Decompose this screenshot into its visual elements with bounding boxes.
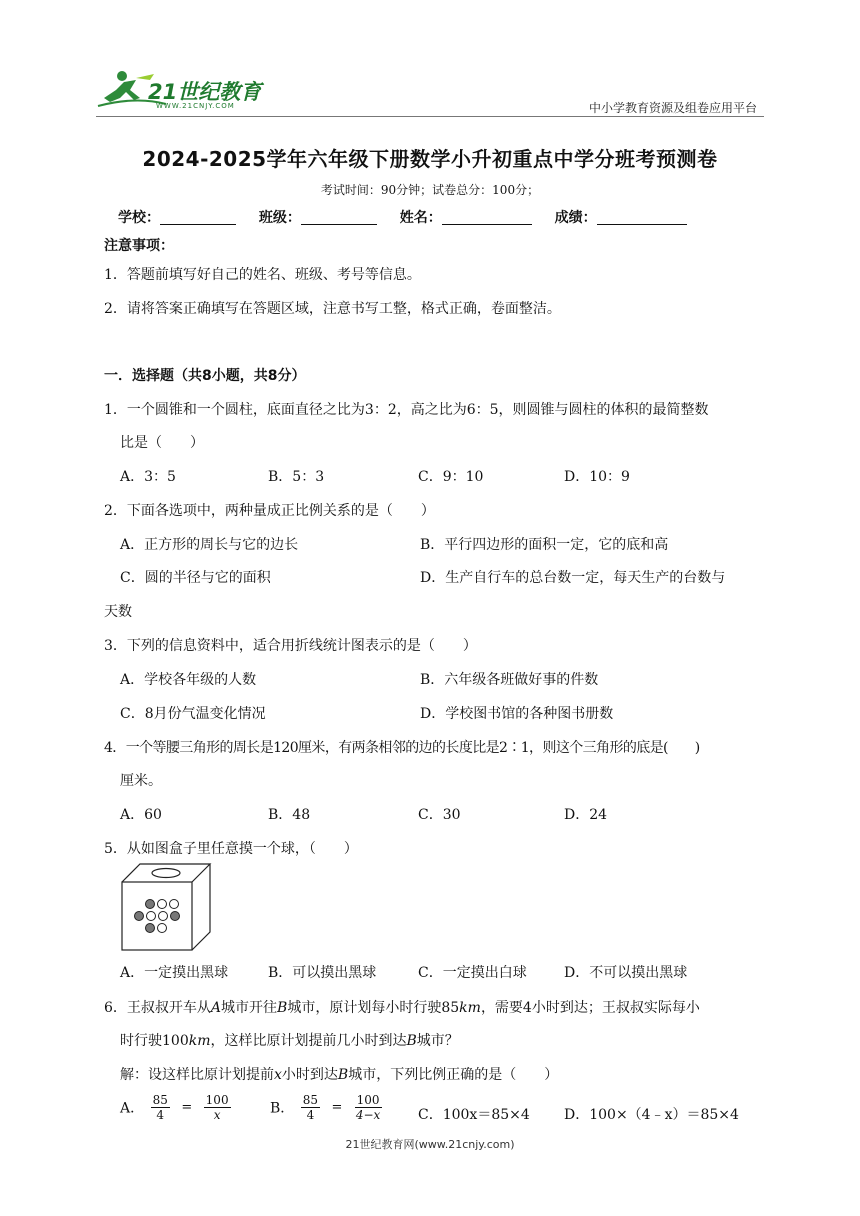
class-label: 班级： (258, 210, 301, 226)
question-4-cont: 厘米。 (120, 773, 162, 789)
question-4: 4．一个等腰三角形的周长是120厘米，有两条相邻的边的长度比是2∶1，则这个三角形的底是( ) (104, 740, 700, 756)
q2-option-d[interactable]: D．生产自行车的总台数一定，每天生产的台数与 (420, 570, 726, 586)
q2-option-c[interactable]: C．圆的半径与它的面积 (120, 570, 271, 586)
q6-option-c[interactable]: C．100x＝85×4 (418, 1107, 530, 1123)
q5-option-a[interactable]: A．一定摸出黑球 (120, 965, 229, 981)
q2-option-d-cont: 天数 (104, 604, 132, 620)
notice-item: 1．答题前填写好自己的姓名、班级、考号等信息。 (104, 267, 421, 283)
ball-box-figure (120, 862, 212, 952)
question-6-cont: 时行驶100km，这样比原计划提前几小时到达B城市？ (120, 1033, 459, 1049)
q3-option-d[interactable]: D．学校图书馆的各种图书册数 (420, 706, 614, 722)
q4-option-c[interactable]: C．30 (418, 807, 461, 823)
score-label: 成绩： (554, 210, 597, 226)
question-5: 5．从如图盒子里任意摸一个球，（ ） (104, 841, 358, 857)
logo-text: 21世纪教育 (148, 80, 262, 104)
score-field[interactable] (555, 207, 687, 227)
q1-option-b[interactable]: B．5：3 (268, 469, 325, 485)
class-field[interactable] (259, 207, 377, 227)
q6-option-d[interactable]: D．100×（4﹣x）＝85×4 (564, 1107, 739, 1123)
question-6: 6．王叔叔开车从A城市开往B城市，原计划每小时行驶85km，需要4小时到达；王叔叔实际每小 (104, 1000, 700, 1016)
q5-option-d[interactable]: D．不可以摸出黑球 (564, 965, 688, 981)
q1-option-d[interactable]: D．10：9 (564, 469, 630, 485)
notice-heading: 注意事项： (104, 238, 174, 254)
section-heading: 一．选择题（共8小题，共8分） (104, 368, 306, 384)
page-footer: 21世纪教育网(www.21cnjy.com) (345, 1138, 515, 1151)
school-label: 学校： (118, 210, 160, 226)
question-1-cont: 比是（ ） (120, 435, 204, 451)
q2-option-a[interactable]: A．正方形的周长与它的边长 (120, 537, 299, 553)
q6-option-b[interactable]: B． $\frac{85}{4}$ = $\frac{100}{4-x}$ (270, 1093, 381, 1122)
q6-option-a[interactable]: A． $\frac{85}{4}$ = $\frac{100}{x}$ (120, 1093, 229, 1122)
q3-option-b[interactable]: B．六年级各班做好事的件数 (420, 672, 599, 688)
q4-option-d[interactable]: D．24 (564, 807, 608, 823)
q3-option-a[interactable]: A．学校各年级的人数 (120, 672, 257, 688)
name-label: 姓名： (399, 210, 442, 226)
q4-option-a[interactable]: A．60 (120, 807, 162, 823)
q4-option-b[interactable]: B．48 (268, 807, 311, 823)
student-fields (118, 207, 705, 227)
exam-info: 考试时间：90分钟；试卷总分：100分； (320, 183, 540, 197)
q3-option-c[interactable]: C．8月份气温变化情况 (120, 706, 266, 722)
q2-option-b[interactable]: B．平行四边形的面积一定，它的底和高 (420, 537, 669, 553)
header-rule (96, 116, 764, 117)
question-1: 1．一个圆锥和一个圆柱，底面直径之比为3：2，高之比为6：5，则圆锥与圆柱的体积的最简整数 (104, 402, 709, 418)
q1-option-c[interactable]: C．9：10 (418, 469, 484, 485)
logo (96, 68, 266, 116)
name-field[interactable] (400, 207, 532, 227)
q5-option-c[interactable]: C．一定摸出白球 (418, 965, 527, 981)
q1-option-a[interactable]: A．3：5 (120, 469, 176, 485)
platform-label: 中小学教育资源及组卷应用平台 (588, 101, 757, 115)
logo-url: WWW.21CNJY.COM (156, 102, 235, 110)
school-field[interactable] (118, 207, 236, 227)
q5-option-b[interactable]: B．可以摸出黑球 (268, 965, 377, 981)
page-title: 2024-2025学年六年级下册数学小升初重点中学分班考预测卷 (142, 147, 718, 171)
question-2: 2．下面各选项中，两种量成正比例关系的是（ ） (104, 503, 435, 519)
question-3: 3．下列的信息资料中，适合用折线统计图表示的是（ ） (104, 638, 477, 654)
notice-item: 2．请将答案正确填写在答题区域，注意书写工整，格式正确，卷面整洁。 (104, 301, 561, 317)
question-6-solution: 解：设这样比原计划提前x小时到达B城市，下列比例正确的是（ ） (120, 1067, 559, 1083)
